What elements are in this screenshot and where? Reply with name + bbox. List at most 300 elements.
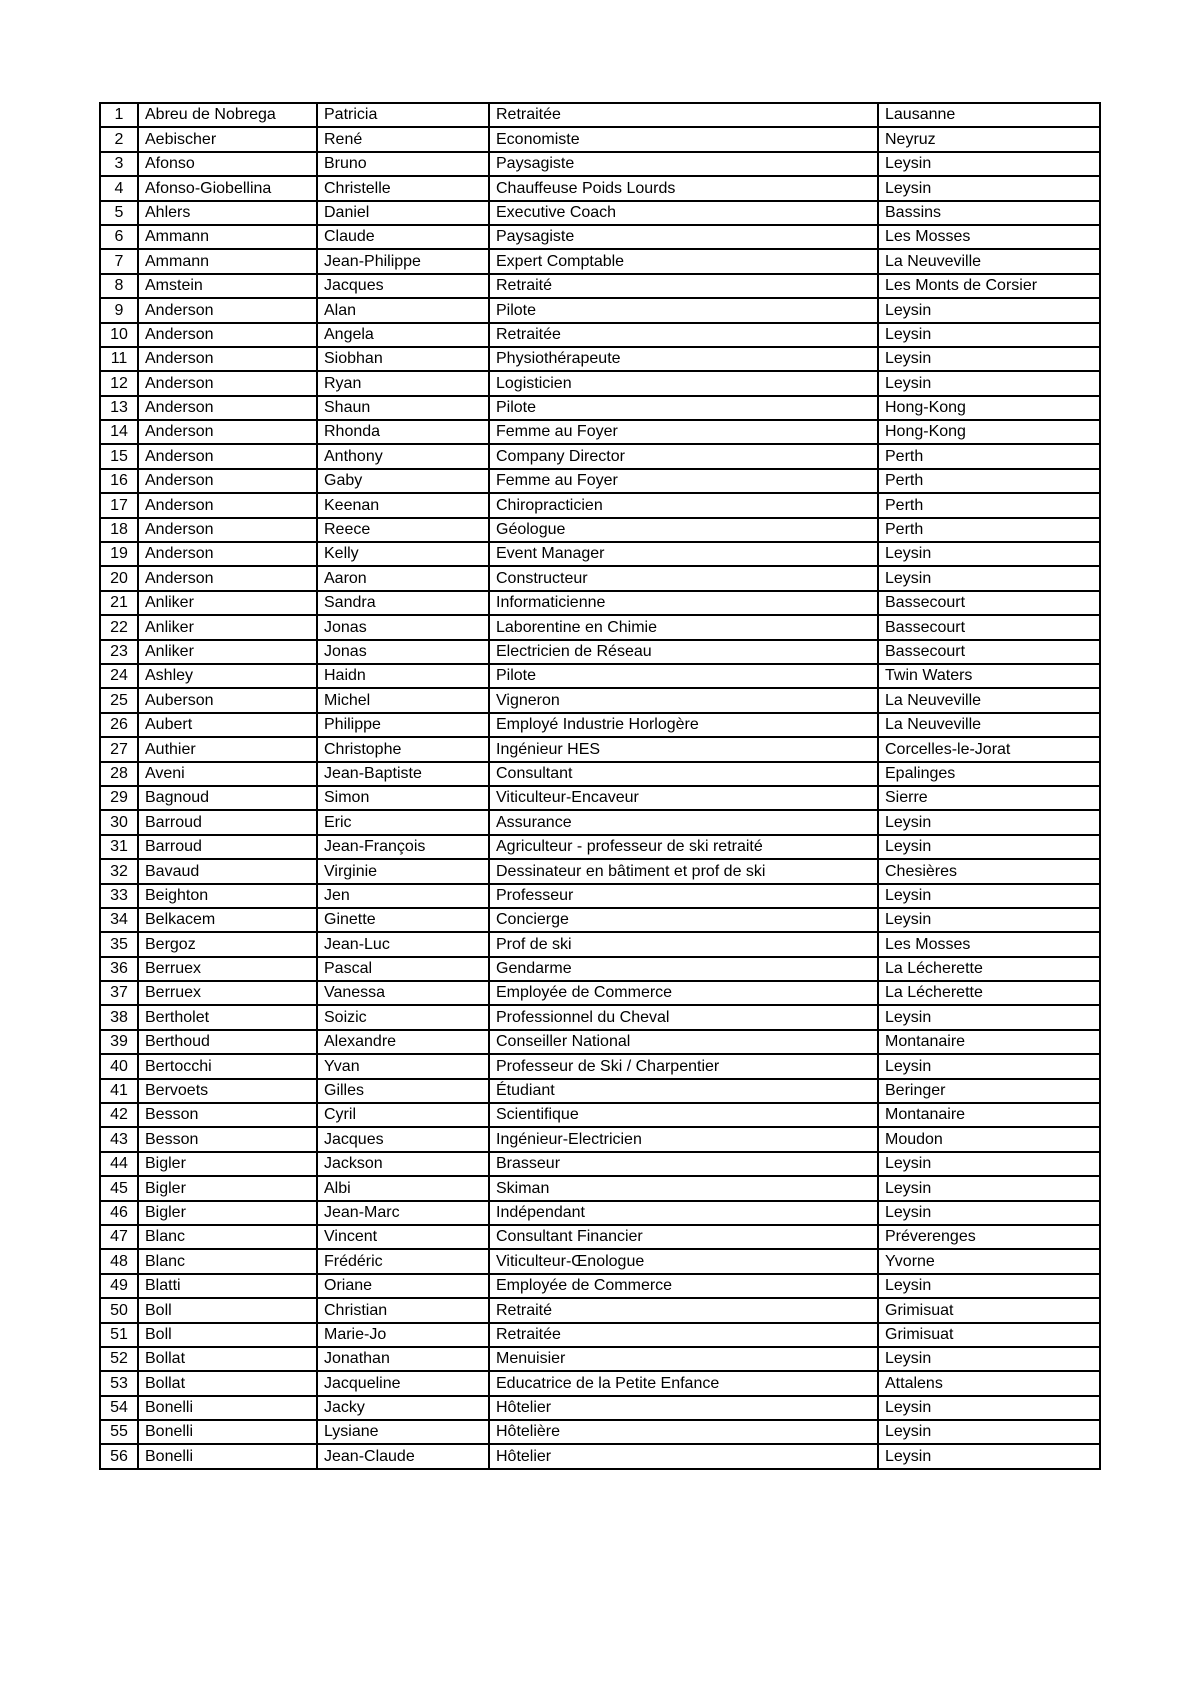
cell-city: Bassins	[878, 201, 1100, 225]
cell-rank: 54	[100, 1396, 138, 1420]
cell-first_name: Angela	[317, 323, 489, 347]
cell-last_name: Bagnoud	[138, 786, 317, 810]
table-row	[100, 1005, 1100, 1029]
cell-last_name: Amstein	[138, 274, 317, 298]
cell-city: Leysin	[878, 323, 1100, 347]
cell-rank: 8	[100, 274, 138, 298]
table-row	[100, 1127, 1100, 1151]
cell-first_name: Gilles	[317, 1079, 489, 1103]
cell-first_name: Jean-François	[317, 835, 489, 859]
cell-city: Twin Waters	[878, 664, 1100, 688]
cell-profession: Retraité	[489, 274, 878, 298]
cell-first_name: Christophe	[317, 737, 489, 761]
cell-profession: Concierge	[489, 908, 878, 932]
cell-rank: 1	[100, 103, 138, 127]
cell-first_name: Bruno	[317, 152, 489, 176]
cell-first_name: Haidn	[317, 664, 489, 688]
cell-profession: Professeur de Ski / Charpentier	[489, 1054, 878, 1078]
cell-city: Leysin	[878, 1420, 1100, 1444]
cell-profession: Employée de Commerce	[489, 1274, 878, 1298]
cell-first_name: Frédéric	[317, 1249, 489, 1273]
cell-rank: 5	[100, 201, 138, 225]
cell-profession: Ingénieur HES	[489, 737, 878, 761]
cell-last_name: Bervoets	[138, 1079, 317, 1103]
cell-profession: Retraitée	[489, 323, 878, 347]
table-row	[100, 859, 1100, 883]
table-row	[100, 762, 1100, 786]
cell-first_name: Soizic	[317, 1005, 489, 1029]
cell-rank: 35	[100, 932, 138, 956]
cell-profession: Professionnel du Cheval	[489, 1005, 878, 1029]
table-row	[100, 1225, 1100, 1249]
people-table	[99, 102, 1101, 1470]
cell-first_name: Jacques	[317, 274, 489, 298]
cell-first_name: Oriane	[317, 1274, 489, 1298]
cell-rank: 40	[100, 1054, 138, 1078]
cell-last_name: Barroud	[138, 810, 317, 834]
cell-rank: 3	[100, 152, 138, 176]
cell-rank: 41	[100, 1079, 138, 1103]
cell-city: Leysin	[878, 908, 1100, 932]
cell-profession: Educatrice de la Petite Enfance	[489, 1371, 878, 1395]
cell-last_name: Authier	[138, 737, 317, 761]
cell-last_name: Anderson	[138, 298, 317, 322]
cell-profession: Conseiller National	[489, 1030, 878, 1054]
cell-rank: 47	[100, 1225, 138, 1249]
cell-first_name: Virginie	[317, 859, 489, 883]
cell-last_name: Anderson	[138, 542, 317, 566]
cell-profession: Hôtelier	[489, 1396, 878, 1420]
cell-last_name: Bonelli	[138, 1444, 317, 1468]
cell-first_name: Jonathan	[317, 1347, 489, 1371]
cell-first_name: Jacqueline	[317, 1371, 489, 1395]
cell-last_name: Berthoud	[138, 1030, 317, 1054]
table-row	[100, 835, 1100, 859]
cell-city: Leysin	[878, 1152, 1100, 1176]
table-row	[100, 396, 1100, 420]
cell-profession: Dessinateur en bâtiment et prof de ski	[489, 859, 878, 883]
cell-profession: Company Director	[489, 444, 878, 468]
table-row	[100, 786, 1100, 810]
cell-first_name: Yvan	[317, 1054, 489, 1078]
cell-first_name: Shaun	[317, 396, 489, 420]
cell-profession: Agriculteur - professeur de ski retraité	[489, 835, 878, 859]
cell-rank: 9	[100, 298, 138, 322]
cell-city: Leysin	[878, 542, 1100, 566]
cell-last_name: Blanc	[138, 1249, 317, 1273]
cell-first_name: Ginette	[317, 908, 489, 932]
cell-city: La Lécherette	[878, 981, 1100, 1005]
table-row	[100, 469, 1100, 493]
cell-profession: Pilote	[489, 664, 878, 688]
cell-city: Leysin	[878, 1054, 1100, 1078]
cell-last_name: Afonso-Giobellina	[138, 176, 317, 200]
cell-rank: 39	[100, 1030, 138, 1054]
cell-city: Leysin	[878, 835, 1100, 859]
cell-last_name: Bertocchi	[138, 1054, 317, 1078]
cell-profession: Paysagiste	[489, 225, 878, 249]
cell-rank: 36	[100, 957, 138, 981]
cell-last_name: Bonelli	[138, 1420, 317, 1444]
cell-profession: Event Manager	[489, 542, 878, 566]
cell-first_name: Reece	[317, 518, 489, 542]
cell-rank: 33	[100, 884, 138, 908]
cell-last_name: Aubert	[138, 713, 317, 737]
table-row	[100, 566, 1100, 590]
cell-city: Bassecourt	[878, 591, 1100, 615]
cell-city: Montanaire	[878, 1103, 1100, 1127]
cell-city: Perth	[878, 493, 1100, 517]
table-row	[100, 103, 1100, 127]
cell-last_name: Boll	[138, 1298, 317, 1322]
cell-first_name: Daniel	[317, 201, 489, 225]
cell-profession: Informaticienne	[489, 591, 878, 615]
table-row	[100, 371, 1100, 395]
cell-last_name: Anderson	[138, 469, 317, 493]
cell-last_name: Anliker	[138, 591, 317, 615]
cell-city: Les Mosses	[878, 932, 1100, 956]
cell-rank: 43	[100, 1127, 138, 1151]
cell-rank: 27	[100, 737, 138, 761]
cell-first_name: Keenan	[317, 493, 489, 517]
table-row	[100, 713, 1100, 737]
cell-first_name: Jacky	[317, 1396, 489, 1420]
cell-rank: 28	[100, 762, 138, 786]
cell-last_name: Bigler	[138, 1176, 317, 1200]
cell-first_name: Albi	[317, 1176, 489, 1200]
cell-rank: 18	[100, 518, 138, 542]
cell-first_name: Vanessa	[317, 981, 489, 1005]
table-row	[100, 640, 1100, 664]
cell-profession: Consultant Financier	[489, 1225, 878, 1249]
cell-first_name: Patricia	[317, 103, 489, 127]
cell-first_name: Vincent	[317, 1225, 489, 1249]
cell-profession: Retraité	[489, 1298, 878, 1322]
table-row	[100, 1396, 1100, 1420]
table-row	[100, 347, 1100, 371]
cell-rank: 44	[100, 1152, 138, 1176]
cell-last_name: Bigler	[138, 1152, 317, 1176]
cell-last_name: Bonelli	[138, 1396, 317, 1420]
cell-rank: 55	[100, 1420, 138, 1444]
cell-profession: Femme au Foyer	[489, 420, 878, 444]
cell-city: Chesières	[878, 859, 1100, 883]
cell-first_name: Ryan	[317, 371, 489, 395]
cell-profession: Logisticien	[489, 371, 878, 395]
table-row	[100, 201, 1100, 225]
cell-rank: 24	[100, 664, 138, 688]
cell-profession: Viticulteur-Œnologue	[489, 1249, 878, 1273]
cell-rank: 25	[100, 688, 138, 712]
cell-first_name: Jonas	[317, 640, 489, 664]
cell-city: Perth	[878, 518, 1100, 542]
cell-profession: Retraitée	[489, 103, 878, 127]
cell-rank: 6	[100, 225, 138, 249]
cell-first_name: Michel	[317, 688, 489, 712]
cell-profession: Vigneron	[489, 688, 878, 712]
cell-first_name: Jean-Marc	[317, 1201, 489, 1225]
cell-city: Hong-Kong	[878, 396, 1100, 420]
cell-city: Leysin	[878, 152, 1100, 176]
cell-profession: Hôtelière	[489, 1420, 878, 1444]
cell-city: La Lécherette	[878, 957, 1100, 981]
cell-profession: Prof de ski	[489, 932, 878, 956]
cell-profession: Assurance	[489, 810, 878, 834]
cell-last_name: Boll	[138, 1323, 317, 1347]
table-row	[100, 127, 1100, 151]
table-row	[100, 908, 1100, 932]
cell-rank: 16	[100, 469, 138, 493]
cell-first_name: Simon	[317, 786, 489, 810]
cell-profession: Viticulteur-Encaveur	[489, 786, 878, 810]
table-row	[100, 1079, 1100, 1103]
cell-city: La Neuveville	[878, 713, 1100, 737]
cell-profession: Executive Coach	[489, 201, 878, 225]
table-row	[100, 298, 1100, 322]
cell-rank: 10	[100, 323, 138, 347]
cell-rank: 46	[100, 1201, 138, 1225]
cell-last_name: Aebischer	[138, 127, 317, 151]
table-row	[100, 932, 1100, 956]
cell-first_name: Marie-Jo	[317, 1323, 489, 1347]
cell-last_name: Belkacem	[138, 908, 317, 932]
cell-city: Leysin	[878, 371, 1100, 395]
cell-profession: Employé Industrie Horlogère	[489, 713, 878, 737]
cell-profession: Electricien de Réseau	[489, 640, 878, 664]
table-row	[100, 1152, 1100, 1176]
cell-city: Préverenges	[878, 1225, 1100, 1249]
table-row	[100, 810, 1100, 834]
cell-city: Les Monts de Corsier	[878, 274, 1100, 298]
cell-last_name: Bergoz	[138, 932, 317, 956]
table-row	[100, 518, 1100, 542]
cell-profession: Géologue	[489, 518, 878, 542]
cell-first_name: Claude	[317, 225, 489, 249]
cell-first_name: Kelly	[317, 542, 489, 566]
cell-rank: 22	[100, 615, 138, 639]
cell-city: Grimisuat	[878, 1298, 1100, 1322]
table-row	[100, 542, 1100, 566]
cell-city: Leysin	[878, 347, 1100, 371]
cell-rank: 19	[100, 542, 138, 566]
cell-rank: 7	[100, 249, 138, 273]
table-row	[100, 323, 1100, 347]
cell-profession: Étudiant	[489, 1079, 878, 1103]
cell-last_name: Berruex	[138, 957, 317, 981]
table-row	[100, 1103, 1100, 1127]
cell-rank: 4	[100, 176, 138, 200]
cell-rank: 49	[100, 1274, 138, 1298]
table-row	[100, 664, 1100, 688]
table-row	[100, 1030, 1100, 1054]
cell-city: Corcelles-le-Jorat	[878, 737, 1100, 761]
cell-first_name: Philippe	[317, 713, 489, 737]
cell-city: Leysin	[878, 884, 1100, 908]
cell-last_name: Anderson	[138, 396, 317, 420]
cell-rank: 34	[100, 908, 138, 932]
cell-rank: 31	[100, 835, 138, 859]
cell-city: Grimisuat	[878, 1323, 1100, 1347]
cell-city: Leysin	[878, 1396, 1100, 1420]
cell-rank: 14	[100, 420, 138, 444]
cell-rank: 11	[100, 347, 138, 371]
cell-last_name: Beighton	[138, 884, 317, 908]
cell-rank: 20	[100, 566, 138, 590]
cell-rank: 45	[100, 1176, 138, 1200]
cell-first_name: René	[317, 127, 489, 151]
cell-city: Moudon	[878, 1127, 1100, 1151]
cell-rank: 29	[100, 786, 138, 810]
cell-last_name: Anderson	[138, 420, 317, 444]
cell-profession: Chiropracticien	[489, 493, 878, 517]
cell-profession: Retraitée	[489, 1323, 878, 1347]
cell-last_name: Berruex	[138, 981, 317, 1005]
cell-profession: Pilote	[489, 396, 878, 420]
table-row	[100, 493, 1100, 517]
cell-rank: 56	[100, 1444, 138, 1468]
cell-profession: Gendarme	[489, 957, 878, 981]
cell-last_name: Auberson	[138, 688, 317, 712]
cell-last_name: Ammann	[138, 249, 317, 273]
cell-last_name: Besson	[138, 1127, 317, 1151]
table-row	[100, 1201, 1100, 1225]
cell-city: Attalens	[878, 1371, 1100, 1395]
cell-profession: Professeur	[489, 884, 878, 908]
cell-profession: Expert Comptable	[489, 249, 878, 273]
cell-first_name: Jean-Baptiste	[317, 762, 489, 786]
cell-first_name: Christelle	[317, 176, 489, 200]
cell-last_name: Anliker	[138, 640, 317, 664]
cell-rank: 23	[100, 640, 138, 664]
table-row	[100, 1371, 1100, 1395]
cell-city: Bassecourt	[878, 640, 1100, 664]
cell-city: Hong-Kong	[878, 420, 1100, 444]
cell-first_name: Jonas	[317, 615, 489, 639]
cell-first_name: Gaby	[317, 469, 489, 493]
cell-first_name: Jean-Claude	[317, 1444, 489, 1468]
cell-rank: 42	[100, 1103, 138, 1127]
cell-first_name: Cyril	[317, 1103, 489, 1127]
cell-profession: Laborentine en Chimie	[489, 615, 878, 639]
cell-rank: 15	[100, 444, 138, 468]
cell-city: Leysin	[878, 298, 1100, 322]
cell-last_name: Besson	[138, 1103, 317, 1127]
cell-first_name: Sandra	[317, 591, 489, 615]
cell-profession: Chauffeuse Poids Lourds	[489, 176, 878, 200]
cell-city: Leysin	[878, 810, 1100, 834]
table-row	[100, 176, 1100, 200]
cell-profession: Economiste	[489, 127, 878, 151]
cell-city: Lausanne	[878, 103, 1100, 127]
people-table-body	[100, 103, 1100, 1469]
cell-first_name: Eric	[317, 810, 489, 834]
cell-last_name: Anderson	[138, 518, 317, 542]
table-row	[100, 737, 1100, 761]
cell-first_name: Jen	[317, 884, 489, 908]
cell-profession: Hôtelier	[489, 1444, 878, 1468]
cell-rank: 26	[100, 713, 138, 737]
cell-rank: 21	[100, 591, 138, 615]
cell-first_name: Christian	[317, 1298, 489, 1322]
table-row	[100, 1298, 1100, 1322]
cell-last_name: Aveni	[138, 762, 317, 786]
cell-profession: Pilote	[489, 298, 878, 322]
cell-profession: Menuisier	[489, 1347, 878, 1371]
cell-last_name: Ahlers	[138, 201, 317, 225]
cell-first_name: Pascal	[317, 957, 489, 981]
cell-last_name: Blanc	[138, 1225, 317, 1249]
cell-profession: Ingénieur-Electricien	[489, 1127, 878, 1151]
cell-first_name: Jackson	[317, 1152, 489, 1176]
table-row	[100, 884, 1100, 908]
cell-city: Neyruz	[878, 127, 1100, 151]
cell-rank: 51	[100, 1323, 138, 1347]
cell-city: Leysin	[878, 176, 1100, 200]
cell-last_name: Anderson	[138, 371, 317, 395]
cell-first_name: Aaron	[317, 566, 489, 590]
cell-first_name: Lysiane	[317, 1420, 489, 1444]
table-row	[100, 1249, 1100, 1273]
table-row	[100, 1054, 1100, 1078]
cell-last_name: Anliker	[138, 615, 317, 639]
cell-city: Leysin	[878, 1347, 1100, 1371]
table-row	[100, 152, 1100, 176]
cell-first_name: Jean-Luc	[317, 932, 489, 956]
table-row	[100, 981, 1100, 1005]
cell-last_name: Bollat	[138, 1371, 317, 1395]
cell-city: La Neuveville	[878, 249, 1100, 273]
cell-city: Bassecourt	[878, 615, 1100, 639]
cell-first_name: Rhonda	[317, 420, 489, 444]
cell-first_name: Alan	[317, 298, 489, 322]
cell-last_name: Bavaud	[138, 859, 317, 883]
cell-first_name: Alexandre	[317, 1030, 489, 1054]
table-row	[100, 420, 1100, 444]
cell-profession: Physiothérapeute	[489, 347, 878, 371]
cell-profession: Constructeur	[489, 566, 878, 590]
table-row	[100, 1176, 1100, 1200]
table-row	[100, 615, 1100, 639]
cell-rank: 52	[100, 1347, 138, 1371]
cell-last_name: Anderson	[138, 347, 317, 371]
cell-profession: Scientifique	[489, 1103, 878, 1127]
cell-last_name: Anderson	[138, 566, 317, 590]
cell-last_name: Bigler	[138, 1201, 317, 1225]
cell-profession: Indépendant	[489, 1201, 878, 1225]
table-row	[100, 274, 1100, 298]
cell-city: Montanaire	[878, 1030, 1100, 1054]
cell-city: Beringer	[878, 1079, 1100, 1103]
cell-last_name: Anderson	[138, 323, 317, 347]
cell-first_name: Jean-Philippe	[317, 249, 489, 273]
table-row	[100, 688, 1100, 712]
cell-first_name: Siobhan	[317, 347, 489, 371]
cell-profession: Femme au Foyer	[489, 469, 878, 493]
cell-city: Perth	[878, 444, 1100, 468]
table-row	[100, 1420, 1100, 1444]
cell-last_name: Anderson	[138, 444, 317, 468]
cell-last_name: Anderson	[138, 493, 317, 517]
cell-profession: Consultant	[489, 762, 878, 786]
table-row	[100, 591, 1100, 615]
cell-last_name: Blatti	[138, 1274, 317, 1298]
cell-city: Leysin	[878, 1201, 1100, 1225]
cell-rank: 30	[100, 810, 138, 834]
cell-profession: Paysagiste	[489, 152, 878, 176]
cell-last_name: Bollat	[138, 1347, 317, 1371]
table-row	[100, 1323, 1100, 1347]
cell-rank: 38	[100, 1005, 138, 1029]
